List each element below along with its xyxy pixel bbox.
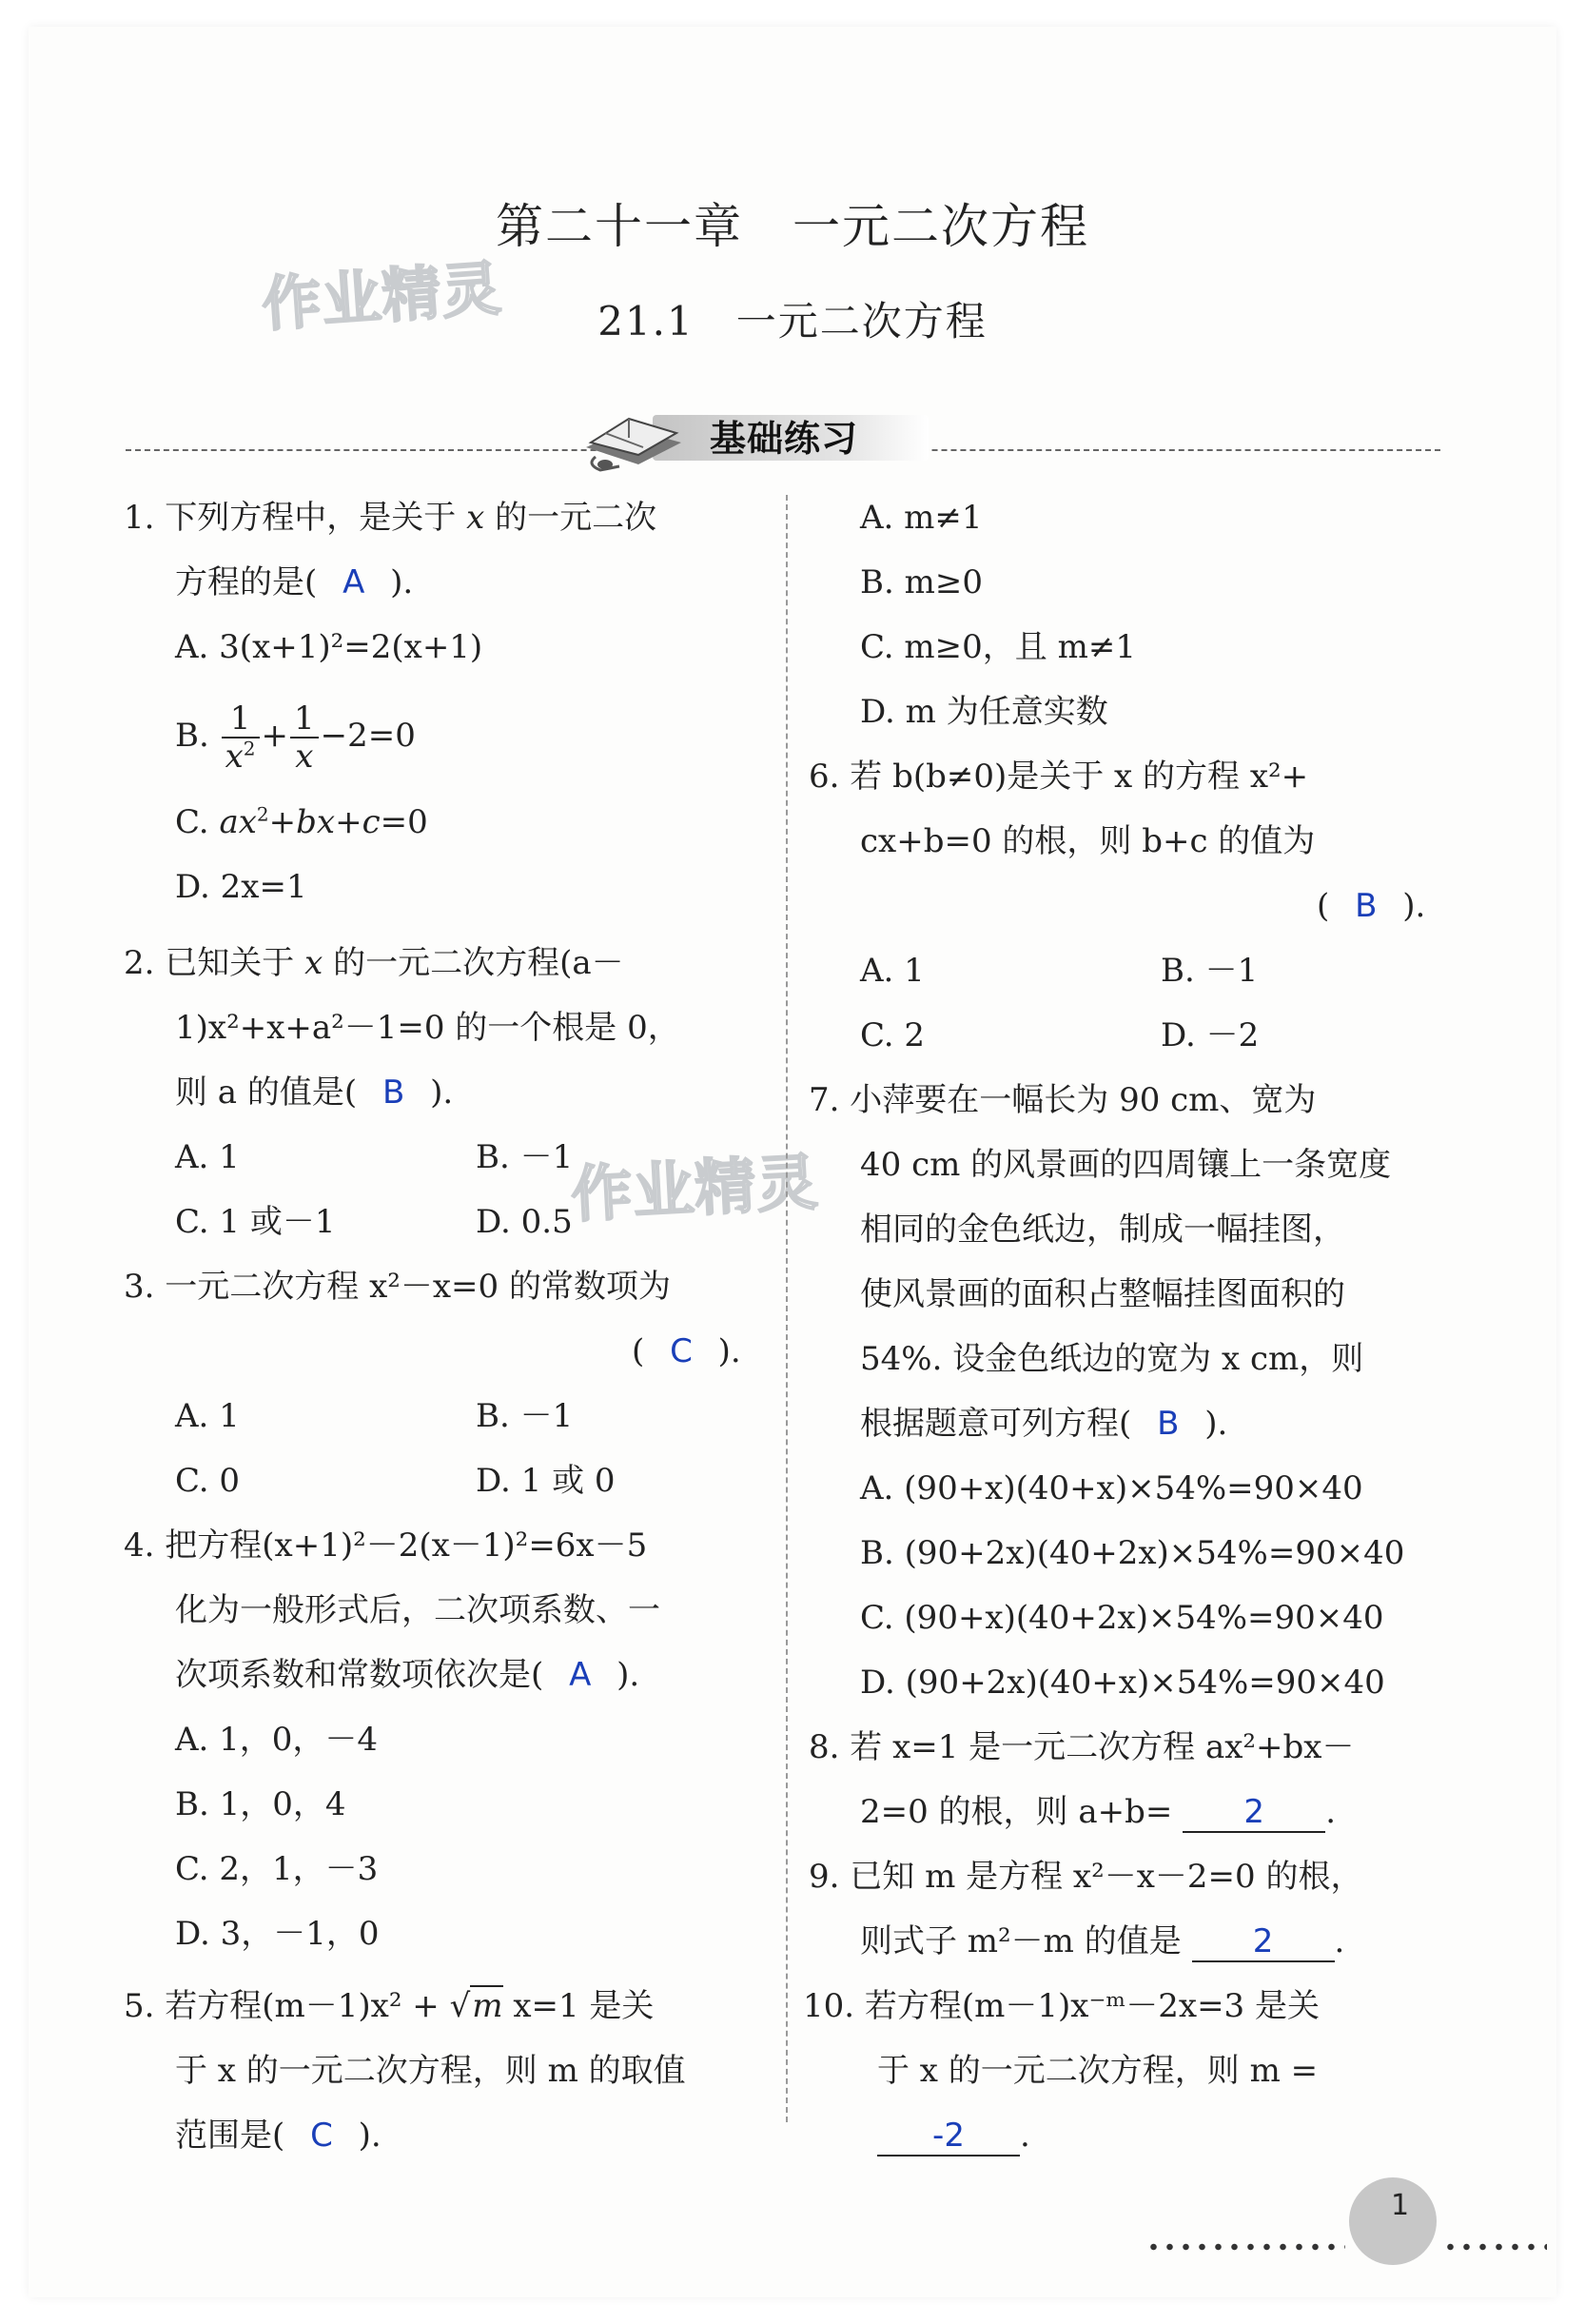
option-a: A. (90+x)(40+x)×54%=90×40 (860, 1469, 1363, 1507)
question-5: 5. 若方程(m－1)x² + √m x=1 是关 (124, 1987, 655, 2025)
question-5-line3: 范围是( C ). (175, 2117, 382, 2155)
section-banner (577, 390, 938, 466)
option-c: C. 1 或－1 (175, 1203, 336, 1241)
option-a: A. 3(x+1)²=2(x+1) (175, 628, 483, 666)
option-a: A. 1，0，－4 (175, 1721, 379, 1759)
option-c: C. 2，1，－3 (175, 1850, 379, 1888)
question-10-line3: -2 . (877, 2103, 1030, 2168)
question-7-line3: 相同的金色纸边，制成一幅挂图， (860, 1211, 1345, 1249)
question-7: 7. 小萍要在一幅长为 90 cm、宽为 (809, 1081, 1317, 1119)
option-d: D. 0.5 (476, 1203, 573, 1241)
page-number: 1 (1391, 2189, 1410, 2222)
question-2-line3: 则 a 的值是( B ). (175, 1073, 454, 1112)
option-c: C. m≥0，且 m≠1 (860, 628, 1136, 666)
answer: A (342, 563, 365, 601)
option-d: D. －2 (1161, 1016, 1260, 1054)
question-9-line2: 则式子 m²－m 的值是 2 . (860, 1922, 1345, 1960)
question-4-line2: 化为一般形式后，二次项系数、一 (175, 1591, 660, 1629)
option-a: A. 1 (860, 952, 925, 990)
answer: B (1157, 1405, 1180, 1443)
watermark: 作业精灵 (569, 1148, 821, 1231)
question-7-line5: 54%. 设金色纸边的宽为 x cm，则 (860, 1340, 1364, 1378)
question-3: 3. 一元二次方程 x²－x=0 的常数项为 (124, 1268, 671, 1306)
question-2-line2: 1)x²+x+a²－1=0 的一个根是 0， (175, 1009, 680, 1047)
question-2: 2. 已知关于 x 的一元二次方程(a－ (124, 944, 624, 982)
option-b: B. (90+2x)(40+2x)×54%=90×40 (860, 1534, 1405, 1572)
question-10-line2: 于 x 的一元二次方程，则 m = (877, 2052, 1319, 2090)
option-d: D. 3，－1，0 (175, 1915, 380, 1953)
question-6-line2: cx+b=0 的根，则 b+c 的值为 (860, 822, 1316, 860)
banner-label: 基础练习 (710, 418, 859, 460)
footer-dots-right (1442, 2242, 1547, 2252)
question-9: 9. 已知 m 是方程 x²－x－2=0 的根， (809, 1858, 1363, 1896)
sqrt-icon: √m (449, 1987, 503, 2025)
question-7-line6: 根据题意可列方程( B ). (860, 1405, 1228, 1443)
question-5-line2: 于 x 的一元二次方程，则 m 的取值 (175, 2052, 686, 2090)
answer: 2 (1252, 1922, 1274, 1960)
book-icon (577, 390, 691, 476)
question-8-line2: 2=0 的根，则 a+b= 2 . (860, 1793, 1337, 1831)
question-3-line2: ( C ). (632, 1332, 741, 1370)
option-a: A. 1 (175, 1397, 240, 1435)
option-b: B. －1 (476, 1138, 574, 1176)
answer: C (310, 2117, 333, 2155)
answer: B (1355, 887, 1378, 925)
question-6-line3: ( B ). (1317, 887, 1426, 925)
question-7-line4: 使风景画的面积占整幅挂图面积的 (860, 1275, 1345, 1313)
question-7-line2: 40 cm 的风景画的四周镶上一条宽度 (860, 1146, 1392, 1184)
option-d: D. m 为任意实数 (860, 693, 1108, 731)
option-c: C. (90+x)(40+2x)×54%=90×40 (860, 1599, 1384, 1637)
answer: 2 (1243, 1793, 1265, 1831)
option-b: B. m≥0 (860, 563, 983, 601)
answer-blank (1183, 1793, 1325, 1833)
option-d: D. 2x=1 (175, 868, 307, 906)
answer-blank (877, 2117, 1020, 2157)
option-c: C. $ax^2+bx+c=0$ (175, 802, 428, 841)
option-c: C. 0 (175, 1462, 241, 1500)
column-divider (786, 495, 788, 2122)
option-b: B. －1 (476, 1397, 574, 1435)
option-b: B. －1 (1161, 952, 1259, 990)
answer-blank (1192, 1922, 1335, 1962)
footer-dots-left (1145, 2242, 1345, 2252)
question-4: 4. 把方程(x+1)²－2(x－1)²=6x－5 (124, 1526, 648, 1565)
watermark: 作业精灵 (260, 253, 504, 340)
option-a: A. m≠1 (860, 499, 983, 537)
chapter-title: 第二十一章 一元二次方程 (496, 199, 1089, 254)
question-1: 1. 下列方程中，是关于 x 的一元二次 (124, 499, 657, 537)
option-b: B. 1，0，4 (175, 1785, 346, 1823)
question-8: 8. 若 x=1 是一元二次方程 ax²+bx－ (809, 1728, 1355, 1766)
option-a: A. 1 (175, 1138, 240, 1176)
answer: C (670, 1332, 693, 1370)
option-b: B. $\frac{1}{x^2}$ + $\frac{1}{x}$ −2=0 (175, 699, 416, 776)
question-1-line2: 方程的是( A ). (175, 563, 414, 601)
answer: B (382, 1073, 405, 1112)
answer: A (569, 1656, 592, 1694)
question-10: 10. 若方程(m－1)x⁻ᵐ－2x=3 是关 (803, 1987, 1320, 2025)
question-4-line3: 次项系数和常数项依次是( A ). (175, 1656, 640, 1694)
option-d: D. 1 或 0 (476, 1462, 616, 1500)
question-6: 6. 若 b(b≠0)是关于 x 的方程 x²+ (809, 758, 1309, 796)
option-c: C. 2 (860, 1016, 926, 1054)
section-title: 21.1 一元二次方程 (597, 298, 988, 345)
option-d: D. (90+2x)(40+x)×54%=90×40 (860, 1664, 1385, 1702)
answer: -2 (932, 2117, 965, 2155)
